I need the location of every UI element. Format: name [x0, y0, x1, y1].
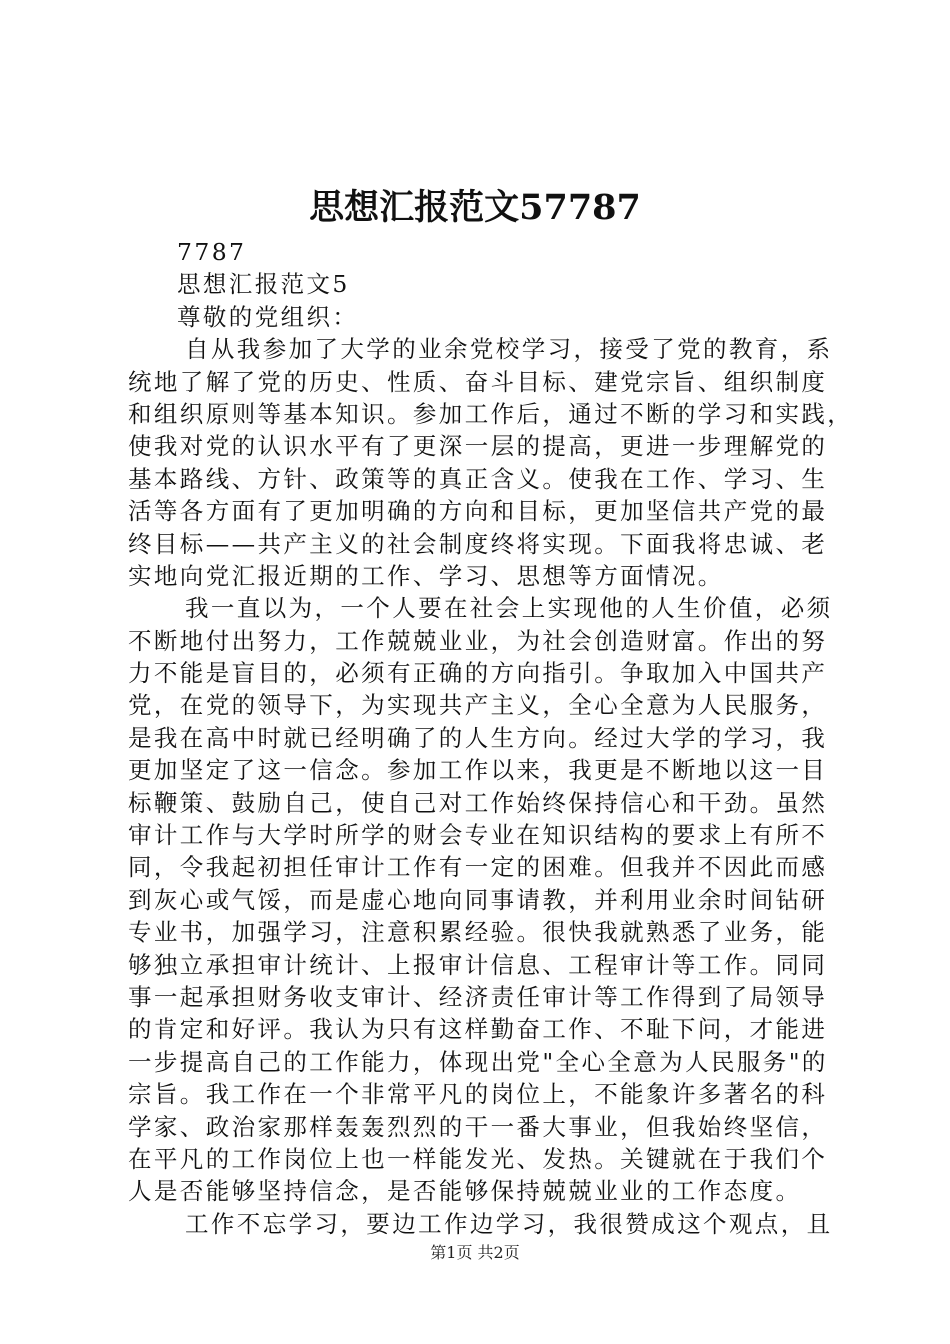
paragraph-line: 使我对党的认识水平有了更深一层的提高，更进一步理解党的 [128, 432, 828, 461]
paragraph-line: 更加坚定了这一信念。参加工作以来，我更是不断地以这一目 [128, 756, 828, 785]
paragraph-line: 够独立承担审计统计、上报审计信息、工程审计等工作。同同 [128, 950, 828, 979]
paragraph-line: 人是否能够坚持信念，是否能够保持兢兢业业的工作态度。 [128, 1177, 802, 1206]
paragraph-line: 审计工作与大学时所学的财会专业在知识结构的要求上有所不 [128, 821, 828, 850]
paragraph-line: 我一直以为，一个人要在社会上实现他的人生价值，必须 [185, 594, 833, 623]
paragraph-line: 标鞭策、鼓励自己，使自己对工作始终保持信心和干劲。虽然 [128, 788, 828, 817]
document-body [128, 236, 854, 1240]
paragraph-line: 力不能是盲目的，必须有正确的方向指引。争取加入中国共产 [128, 659, 828, 688]
paragraph-line: 基本路线、方针、政策等的真正含义。使我在工作、学习、生 [128, 464, 828, 493]
paragraph-line: 事一起承担财务收支审计、经济责任审计等工作得到了局领导 [128, 982, 828, 1011]
paragraph-line: 专业书，加强学习，注意积累经验。很快我就熟悉了业务，能 [128, 918, 828, 947]
paragraph-line: 党，在党的领导下，为实现共产主义，全心全意为人民服务， [128, 691, 828, 720]
paragraph-line: 不断地付出努力，工作兢兢业业，为社会创造财富。作出的努 [128, 626, 828, 655]
paragraph-line: 在平凡的工作岗位上也一样能发光、发热。关键就在于我们个 [128, 1144, 828, 1173]
paragraph-line: 同，令我起初担任审计工作有一定的困难。但我并不因此而感 [128, 853, 828, 882]
page-footer: 第1页 共2页 [430, 1243, 520, 1262]
paragraph-line: 的肯定和好评。我认为只有这样勤奋工作、不耻下问，才能进 [128, 1015, 828, 1044]
paragraph-line: 活等各方面有了更加明确的方向和目标，更加坚信共产党的最 [128, 497, 828, 526]
salutation: 尊敬的党组织： [177, 302, 359, 331]
paragraph-line: 宗旨。我工作在一个非常平凡的岗位上，不能象许多著名的科 [128, 1080, 828, 1109]
paragraph-line: 是我在高中时就已经明确了的人生方向。经过大学的学习，我 [128, 723, 828, 752]
header-line: 7787 [177, 238, 247, 266]
document-title: 思想汇报范文57787 [309, 187, 641, 228]
paragraph-line: 到灰心或气馁，而是虚心地向同事请教，并利用业余时间钻研 [128, 885, 828, 914]
paragraph-line: 自从我参加了大学的业余党校学习，接受了党的教育，系 [185, 335, 833, 364]
paragraph-line: 实地向党汇报近期的工作、学习、思想等方面情况。 [128, 561, 724, 590]
paragraph-line: 一步提高自己的工作能力，体现出党"全心全意为人民服务"的 [128, 1047, 828, 1076]
paragraph-line: 和组织原则等基本知识。参加工作后，通过不断的学习和实践， [128, 399, 854, 428]
paragraph-line: 学家、政治家那样轰轰烈烈的干一番大事业，但我始终坚信， [128, 1112, 828, 1141]
paragraph-line: 终目标——共产主义的社会制度终将实现。下面我将忠诚、老 [128, 529, 828, 558]
paragraph-line: 工作不忘学习，要边工作边学习，我很赞成这个观点，且 [185, 1209, 833, 1238]
paragraph-line: 统地了解了党的历史、性质、奋斗目标、建党宗旨、组织制度 [128, 367, 828, 396]
header-line: 思想汇报范文5 [177, 270, 350, 299]
